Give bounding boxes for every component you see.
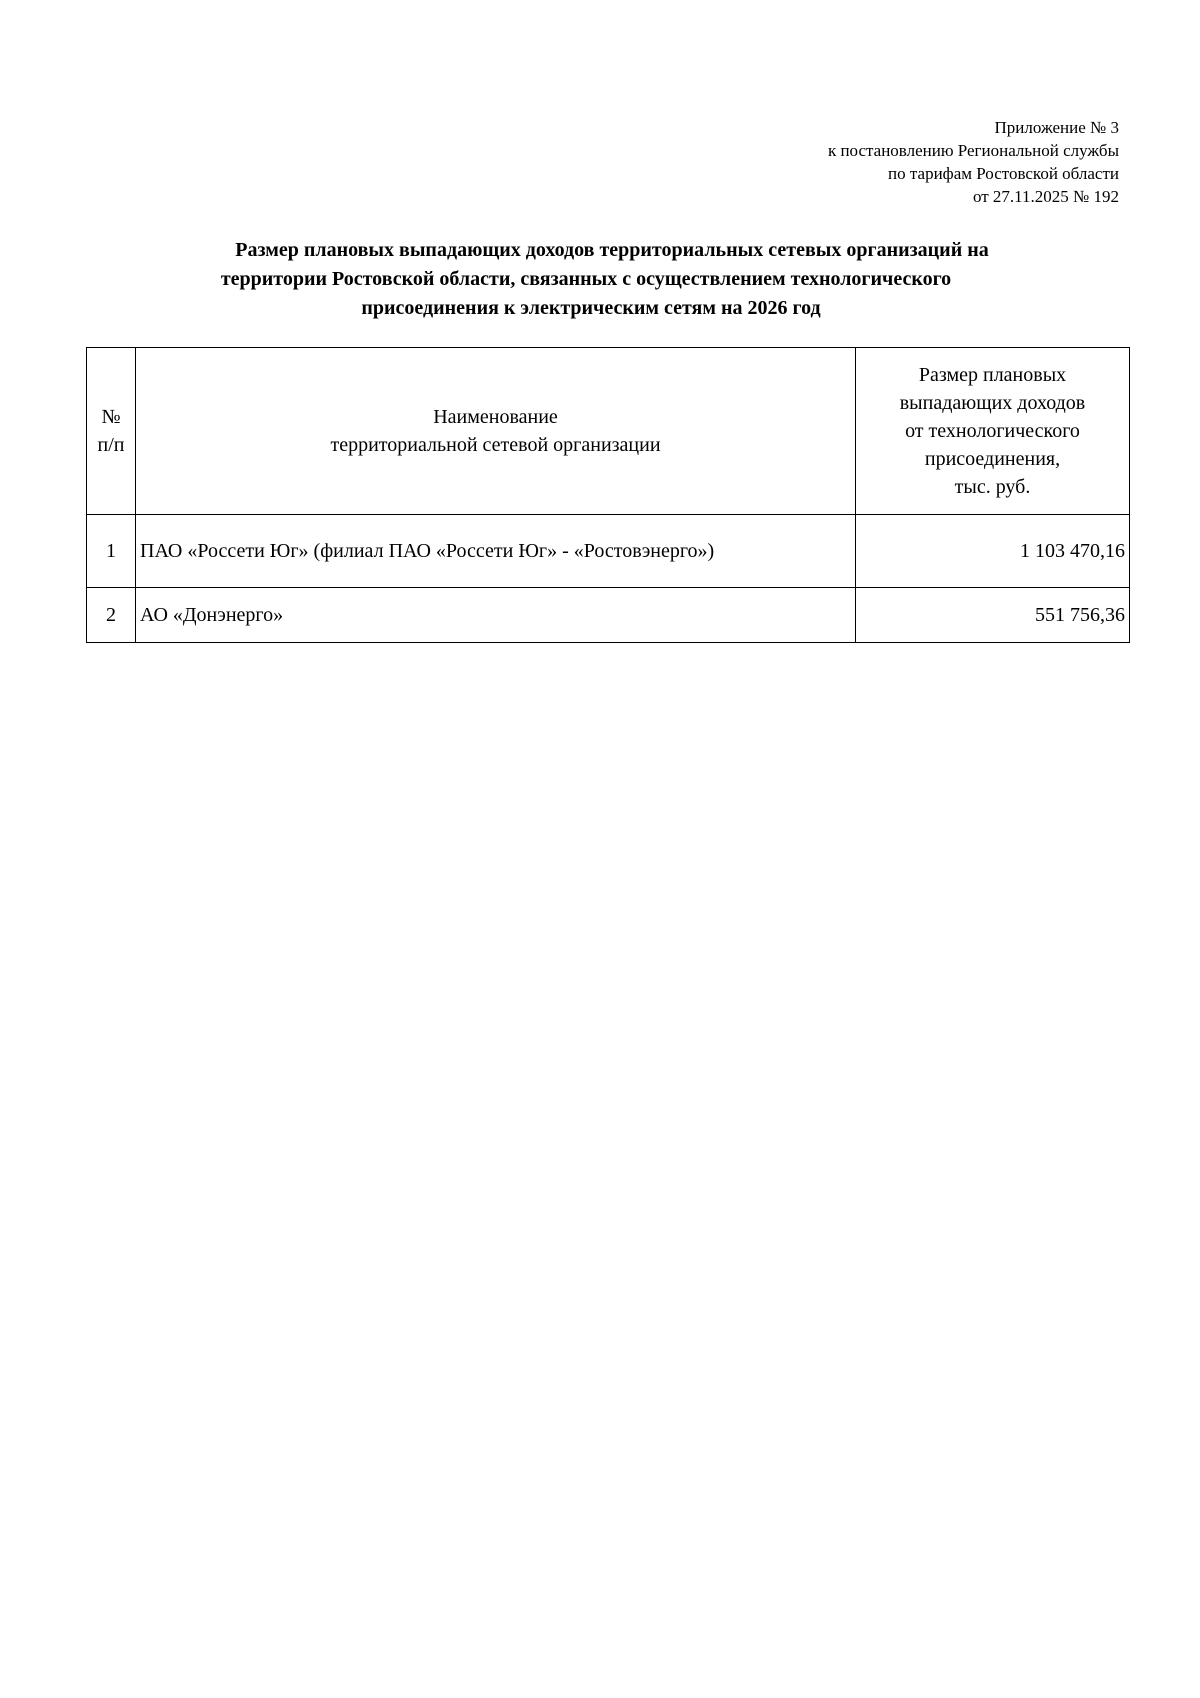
appendix-reference — [828, 116, 1119, 208]
header-text: выпадающих доходов — [899, 392, 1086, 414]
appendix-resolution: к постановлению Региональной службы — [827, 141, 1119, 160]
organization-name: ПАО «Россети Юг» (филиал ПАО «Россети Юг» - «Ростовэнерго») — [136, 515, 856, 588]
document-title — [0, 236, 1200, 323]
header-value — [856, 348, 1130, 515]
header-text: присоединения, — [924, 448, 1061, 470]
row-number: 2 — [87, 588, 136, 643]
losses-table — [86, 347, 1130, 643]
title-line: территории Ростовской области, связанных с осуществлением технологического — [220, 268, 952, 290]
header-text: Наименование — [433, 406, 558, 428]
header-text: п/п — [97, 434, 125, 456]
title-line: Размер плановых выпадающих доходов территориальных сетевых организаций на — [235, 239, 989, 261]
table-row — [87, 588, 1130, 643]
organization-name: АО «Донэнерго» — [136, 588, 856, 643]
appendix-number: Приложение № 3 — [994, 118, 1119, 137]
appendix-authority: по тарифам Ростовской области — [888, 164, 1119, 183]
header-text: территориальной сетевой организации — [330, 434, 661, 456]
header-text: № — [101, 406, 121, 428]
table-header-row — [87, 348, 1130, 515]
losses-value: 551 756,36 — [856, 588, 1130, 643]
header-text: от технологического — [905, 420, 1080, 442]
header-text: тыс. руб. — [954, 476, 1031, 498]
row-number: 1 — [87, 515, 136, 588]
appendix-date: от 27.11.2025 № 192 — [972, 187, 1119, 206]
table-row — [87, 515, 1130, 588]
header-name — [136, 348, 856, 515]
header-num — [87, 348, 136, 515]
losses-value: 1 103 470,16 — [856, 515, 1130, 588]
title-line: присоединения к электрическим сетям на 2026 год — [361, 297, 821, 319]
header-text: Размер плановых — [918, 364, 1067, 386]
